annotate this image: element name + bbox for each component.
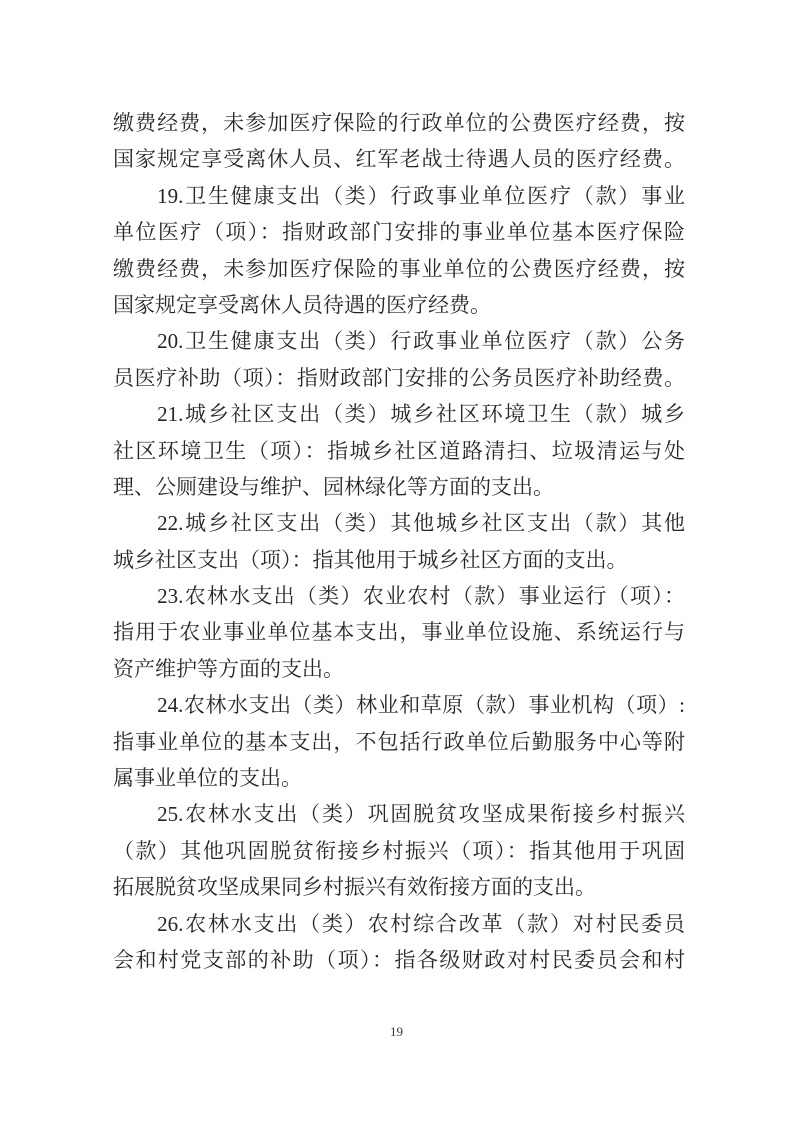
text-line: 国家规定享受离休人员、红军老战士待遇人员的医疗经费。: [113, 147, 685, 172]
paragraph-item-22: [113, 505, 685, 578]
text-line: 指事业单位的基本支出，不包括行政单位后勤服务中心等附: [113, 729, 685, 754]
text-line: 23.农林水支出（类）农业农村（款）事业运行（项）：: [157, 584, 685, 609]
text-line: 国家规定享受离休人员待遇的医疗经费。: [113, 292, 491, 317]
text-line: 20.卫生健康支出（类）行政事业单位医疗（款）公务: [157, 329, 685, 354]
text-line: 缴费经费，未参加医疗保险的事业单位的公费医疗经费，按: [113, 256, 685, 281]
text-line: 员医疗补助（项）：指财政部门安排的公务员医疗补助经费。: [113, 365, 685, 390]
text-line: 会和村党支部的补助（项）：指各级财政对村民委员会和村: [113, 947, 685, 972]
text-line: 城乡社区支出（项）：指其他用于城乡社区方面的支出。: [113, 547, 628, 572]
paragraph-item-26: [113, 906, 685, 979]
text-line: 21.城乡社区支出（类）城乡社区环境卫生（款）城乡: [157, 402, 685, 427]
text-line: 25.农林水支出（类）巩固脱贫攻坚成果衔接乡村振兴: [157, 802, 685, 827]
text-line: （款）其他巩固脱贫衔接乡村振兴（项）：指其他用于巩固: [113, 838, 685, 863]
paragraph-item-25: [113, 796, 685, 905]
page-number: 19: [390, 1024, 403, 1039]
paragraph-item-19: [113, 178, 685, 324]
text-line: 22.城乡社区支出（类）其他城乡社区支出（款）其他: [157, 511, 685, 536]
paragraph-item-18-continuation: [113, 105, 685, 178]
paragraph-item-23: [113, 578, 685, 687]
text-line: 拓展脱贫攻坚成果同乡村振兴有效衔接方面的支出。: [113, 875, 596, 900]
text-line: 单位医疗（项）：指财政部门安排的事业单位基本医疗保险: [113, 220, 685, 245]
paragraph-item-21: [113, 396, 685, 505]
text-line: 24.农林水支出（类）林业和草原（款）事业机构（项）:: [157, 693, 685, 718]
text-line: 属事业单位的支出。: [113, 766, 302, 791]
paragraph-item-24: [113, 687, 685, 796]
text-line: 19.卫生健康支出（类）行政事业单位医疗（款）事业: [157, 183, 685, 208]
text-line: 26.农林水支出（类）农村综合改革（款）对村民委员: [157, 911, 685, 936]
text-line: 指用于农业事业单位基本支出，事业单位设施、系统运行与: [113, 620, 685, 645]
text-line: 社区环境卫生（项）：指城乡社区道路清扫、垃圾清运与处: [113, 438, 685, 463]
text-line: 资产维护等方面的支出。: [113, 656, 344, 681]
paragraph-item-20: [113, 323, 685, 396]
document-body-text: [113, 105, 685, 978]
text-line: 缴费经费，未参加医疗保险的行政单位的公费医疗经费，按: [113, 111, 685, 135]
text-line: 理、公厕建设与维护、园林绿化等方面的支出。: [113, 474, 554, 499]
